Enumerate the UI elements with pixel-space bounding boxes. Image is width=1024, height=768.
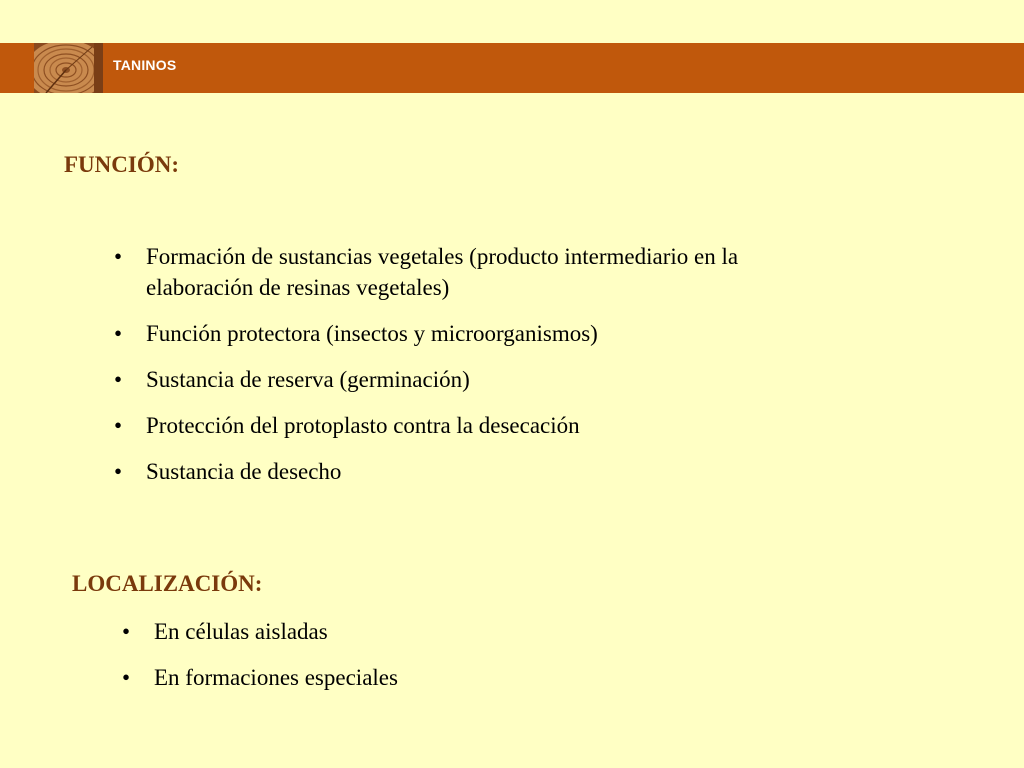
list-item-text: Formación de sustancias vegetales (producto intermediario en la elaboración de resinas vegetales) [146, 244, 739, 300]
funcion-list [114, 241, 834, 502]
localizacion-list [122, 616, 722, 708]
list-item [114, 318, 834, 349]
bullet-icon: • [114, 244, 123, 269]
localizacion-heading: LOCALIZACIÓN: [72, 571, 263, 596]
list-item-text: Función protectora (insectos y microorganismos) [146, 321, 598, 346]
wood-rings-icon [34, 43, 103, 93]
bullet-icon: • [114, 459, 123, 484]
list-item-text: Sustancia de reserva (germinación) [146, 367, 470, 392]
list-item [114, 241, 834, 303]
bullet-icon: • [122, 619, 131, 644]
bullet-icon: • [122, 665, 131, 690]
list-item-text: Sustancia de desecho [146, 459, 342, 484]
list-item-text: En formaciones especiales [154, 665, 398, 690]
list-item-text: En células aisladas [154, 619, 328, 644]
list-item-text: Protección del protoplasto contra la desecación [146, 413, 580, 438]
bullet-icon: • [114, 413, 123, 438]
list-item [122, 616, 722, 647]
list-item [114, 364, 834, 395]
slide-title: TANINOS [113, 57, 177, 73]
bullet-icon: • [114, 367, 123, 392]
funcion-heading: FUNCIÓN: [64, 152, 179, 177]
list-item [114, 410, 834, 441]
bullet-icon: • [114, 321, 123, 346]
list-item [122, 662, 722, 693]
list-item [114, 456, 834, 487]
